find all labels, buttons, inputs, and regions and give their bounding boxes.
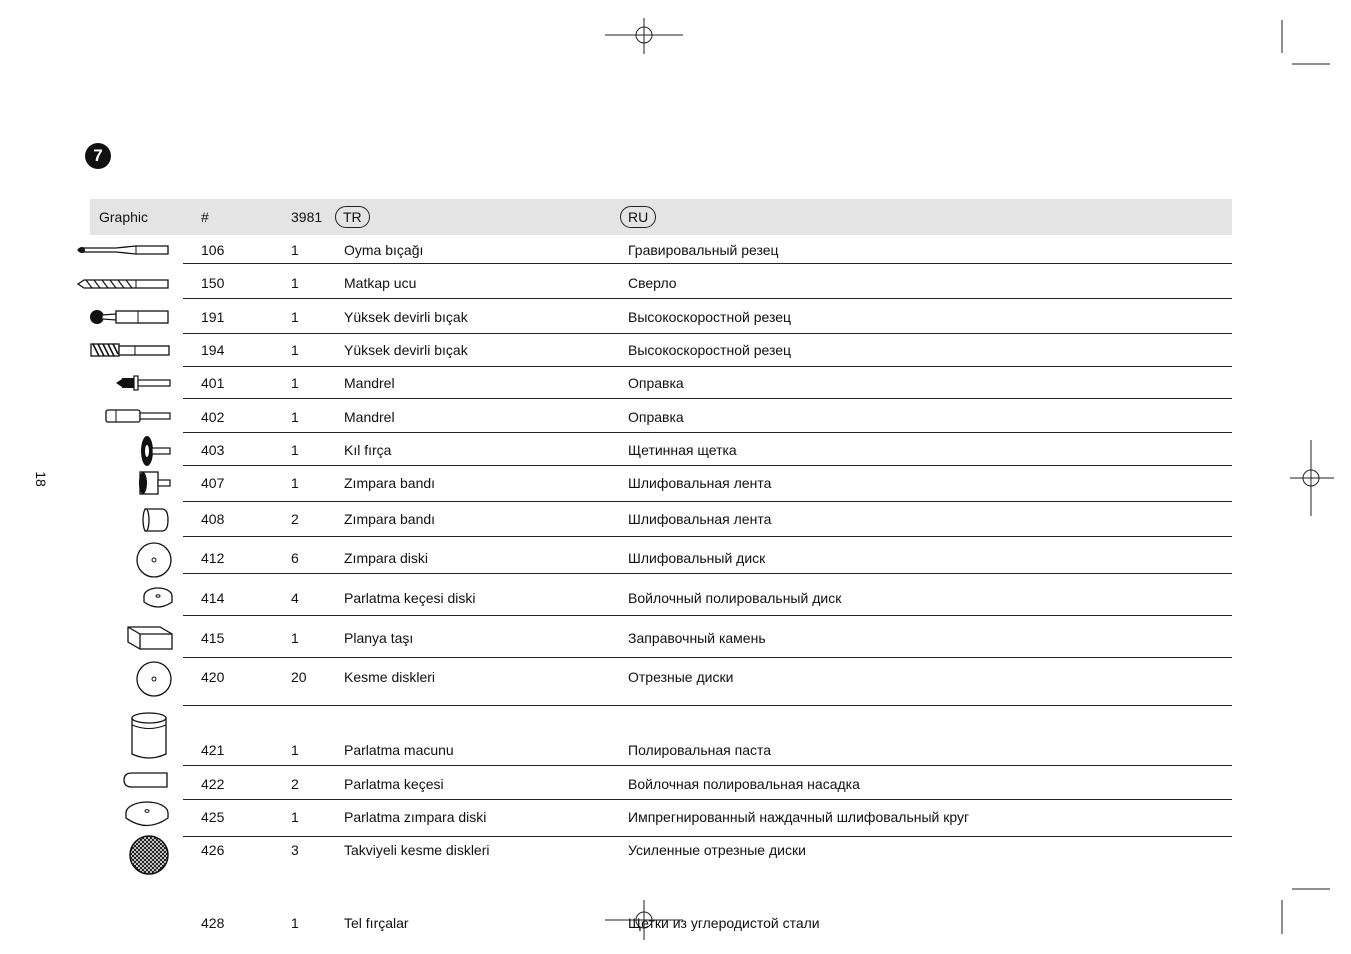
felt-polishing-tip-icon [122, 770, 170, 790]
item-number: 428 [201, 915, 225, 931]
item-name-ru: Заправочный камень [628, 630, 766, 646]
item-name-tr: Zımpara bandı [344, 475, 436, 491]
polishing-compound-icon [129, 710, 169, 762]
header-number: # [201, 209, 209, 225]
item-name-tr: Mandrel [344, 375, 395, 391]
item-name-tr: Yüksek devirli bıçak [344, 309, 468, 325]
item-qty: 1 [291, 442, 299, 458]
item-name-ru: Оправка [628, 375, 684, 391]
item-number: 426 [201, 842, 225, 858]
mandrel-screw-icon [114, 375, 172, 391]
sanding-disc-icon [135, 541, 173, 579]
item-qty: 1 [291, 242, 299, 258]
item-qty: 1 [291, 309, 299, 325]
felt-polishing-wheel-icon [142, 586, 174, 612]
row-divider [183, 263, 1232, 264]
row-divider [183, 799, 1232, 800]
item-qty: 1 [291, 630, 299, 646]
item-name-ru: Оправка [628, 409, 684, 425]
item-number: 407 [201, 475, 225, 491]
item-name-tr: Oyma bıçağı [344, 242, 424, 258]
row-divider [183, 501, 1232, 502]
item-number: 412 [201, 550, 225, 566]
item-number: 401 [201, 375, 225, 391]
item-name-ru: Шлифовальная лента [628, 475, 772, 491]
item-qty: 1 [291, 409, 299, 425]
item-name-ru: Гравировальный резец [628, 242, 779, 258]
header-kit: 3981 [291, 209, 323, 225]
item-name-ru: Полировальная паста [628, 742, 772, 758]
item-name-tr: Parlatma keçesi diski [344, 590, 476, 606]
item-number: 194 [201, 342, 225, 358]
item-name-tr: Kıl fırça [344, 442, 392, 458]
item-name-tr: Zımpara bandı [344, 511, 436, 527]
row-divider [183, 398, 1232, 399]
crop-mark-bottom-right [1275, 885, 1335, 937]
item-number: 402 [201, 409, 225, 425]
item-number: 422 [201, 776, 225, 792]
row-divider [183, 333, 1232, 334]
bristle-brush-icon [138, 434, 172, 468]
item-qty: 2 [291, 511, 299, 527]
item-name-tr: Yüksek devirli bıçak [344, 342, 468, 358]
item-number: 414 [201, 590, 225, 606]
emery-impregnated-wheel-icon [123, 799, 171, 833]
item-name-tr: Parlatma macunu [344, 742, 454, 758]
header-graphic: Graphic [99, 209, 149, 225]
item-qty: 1 [291, 342, 299, 358]
item-name-ru: Высокоскоростной резец [628, 309, 792, 325]
item-qty: 1 [291, 375, 299, 391]
row-divider [183, 465, 1232, 466]
item-number: 403 [201, 442, 225, 458]
engraving-cutter-icon [76, 243, 172, 257]
item-number: 150 [201, 275, 225, 291]
header-lang-tr: TR [335, 199, 370, 235]
item-qty: 1 [291, 809, 299, 825]
reinforced-cut-off-wheel-icon [127, 834, 171, 876]
item-name-tr: Kesme diskleri [344, 669, 436, 685]
sanding-band-icon [140, 505, 170, 535]
row-divider [183, 615, 1232, 616]
item-qty: 3 [291, 842, 299, 858]
dressing-stone-icon [125, 624, 175, 652]
item-name-tr: Planya taşı [344, 630, 414, 646]
item-qty: 4 [291, 590, 299, 606]
registration-mark-right [1290, 440, 1334, 516]
item-name-tr: Takviyeli kesme diskleri [344, 842, 490, 858]
item-name-tr: Mandrel [344, 409, 395, 425]
item-name-tr: Matkap ucu [344, 275, 417, 291]
item-name-ru: Щетинная щетка [628, 442, 737, 458]
item-qty: 6 [291, 550, 299, 566]
item-name-ru: Импрегнированный наждачный шлифовальный круг [628, 809, 970, 825]
item-number: 415 [201, 630, 225, 646]
item-name-ru: Войлочная полировальная насадка [628, 776, 860, 792]
high-speed-cutter-ball-icon [88, 308, 172, 326]
item-name-tr: Parlatma zımpara diski [344, 809, 487, 825]
item-name-tr: Tel fırçalar [344, 915, 409, 931]
row-divider [183, 536, 1232, 537]
row-divider [183, 836, 1232, 837]
item-number: 425 [201, 809, 225, 825]
item-name-tr: Zımpara diski [344, 550, 429, 566]
step-number-badge: 7 [85, 143, 111, 169]
drill-bit-icon [76, 277, 172, 291]
item-name-tr: Parlatma keçesi [344, 776, 444, 792]
item-qty: 2 [291, 776, 299, 792]
item-number: 421 [201, 742, 225, 758]
item-qty: 1 [291, 742, 299, 758]
cut-off-wheel-icon [135, 660, 173, 698]
row-divider [183, 765, 1232, 766]
mandrel-icon [104, 407, 172, 425]
header-lang-ru: RU [620, 199, 656, 235]
item-name-ru: Отрезные диски [628, 669, 734, 685]
row-divider [183, 298, 1232, 299]
item-name-ru: Шлифовальная лента [628, 511, 772, 527]
item-name-ru: Щетки из углеродистой стали [628, 915, 820, 931]
item-qty: 20 [291, 669, 307, 685]
item-number: 106 [201, 242, 225, 258]
item-name-ru: Шлифовальный диск [628, 550, 766, 566]
item-qty: 1 [291, 275, 299, 291]
item-name-ru: Сверло [628, 275, 677, 291]
item-name-ru: Высокоскоростной резец [628, 342, 792, 358]
page-number: 18 [32, 471, 49, 487]
registration-mark-top [605, 18, 685, 54]
sanding-drum-icon [136, 468, 172, 498]
item-number: 408 [201, 511, 225, 527]
item-qty: 1 [291, 915, 299, 931]
item-number: 191 [201, 309, 225, 325]
item-name-ru: Усиленные отрезные диски [628, 842, 806, 858]
row-divider [183, 573, 1232, 574]
table-header [90, 199, 1232, 235]
item-number: 420 [201, 669, 225, 685]
row-divider [183, 657, 1232, 658]
row-divider [183, 366, 1232, 367]
item-name-ru: Войлочный полировальный диск [628, 590, 842, 606]
crop-mark-top-right [1275, 18, 1335, 68]
row-divider [183, 432, 1232, 433]
item-qty: 1 [291, 475, 299, 491]
row-divider [183, 705, 1232, 706]
high-speed-cutter-fluted-icon [89, 342, 173, 358]
